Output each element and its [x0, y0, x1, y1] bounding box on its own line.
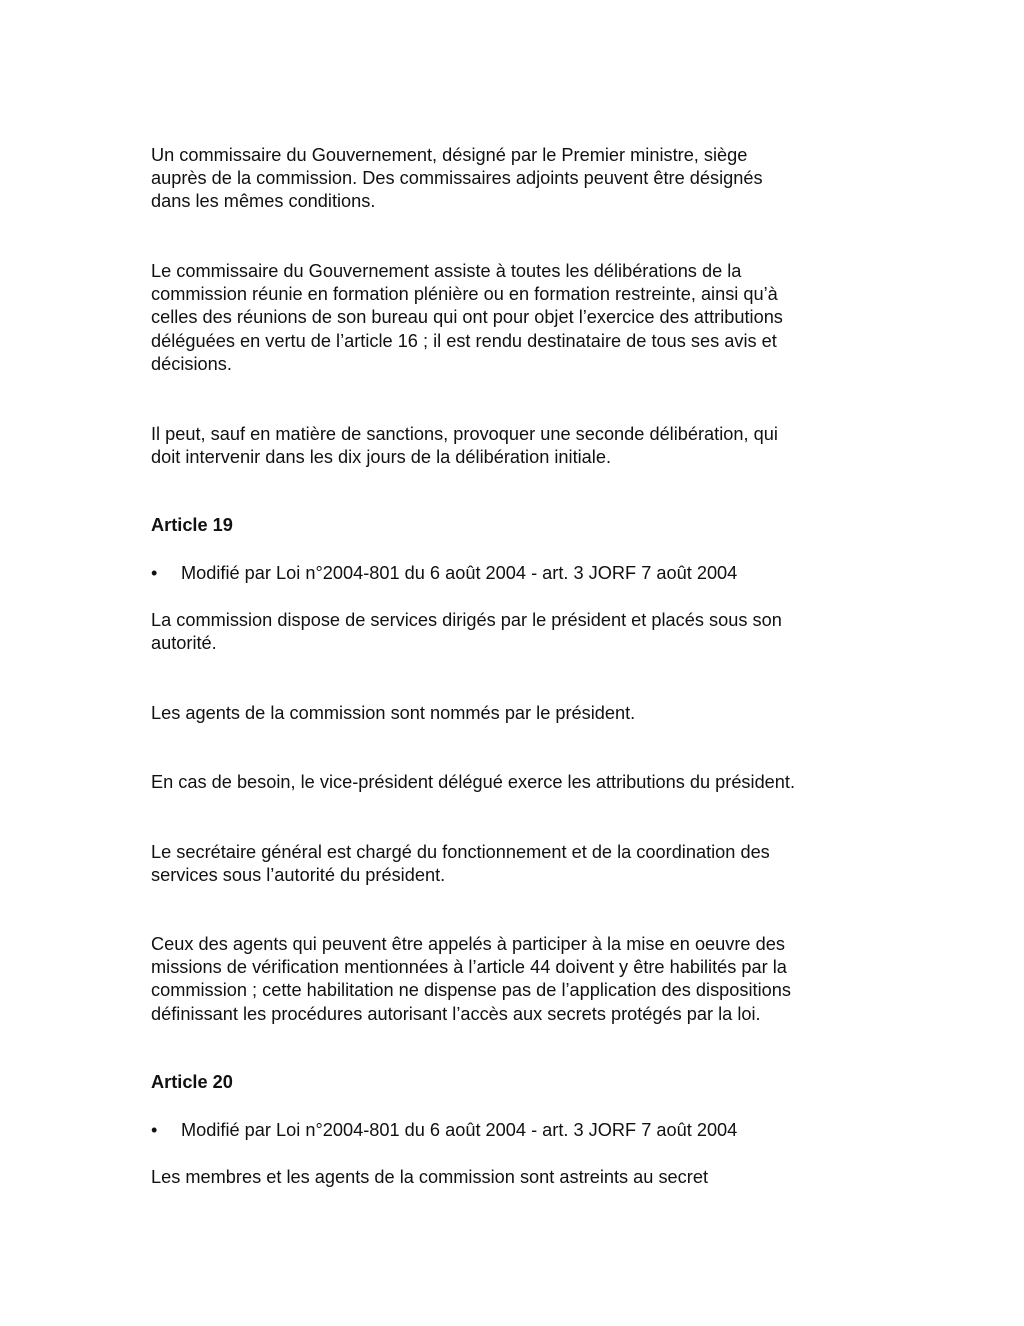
paragraph-assiste-deliberations	[151, 260, 871, 376]
text-line: déléguées en vertu de l’article 16 ; il est rendu destinataire de tous ses avis et	[151, 330, 777, 351]
text-line: Ceux des agents qui peuvent être appelés à participer à la mise en oeuvre des	[151, 934, 785, 954]
text-line: commission ; cette habilitation ne dispense pas de l’application des dispositions	[151, 980, 791, 1001]
text-line: autorité.	[151, 633, 217, 654]
text-line: définissant les procédures autorisant l’accès aux secrets protégés par la loi.	[151, 1003, 761, 1024]
paragraph-habilitation-agents	[151, 933, 871, 1026]
bullet-icon: •	[151, 1120, 158, 1140]
text-line: celles des réunions de son bureau qui ont pour objet l’exercice des attributions	[151, 307, 783, 328]
text-line: dans les mêmes conditions.	[151, 191, 376, 212]
article-19-heading: Article 19	[151, 515, 233, 535]
modification-text: Modifié par Loi n°2004-801 du 6 août 2004 - art. 3 JORF 7 août 2004	[181, 563, 738, 583]
paragraph-secretaire-general	[151, 841, 871, 887]
text-line: Le commissaire du Gouvernement assiste à toutes les délibérations de la	[151, 261, 742, 281]
text-line: auprès de la commission. Des commissaires adjoints peuvent être désignés	[151, 168, 763, 189]
text-line: Un commissaire du Gouvernement, désigné par le Premier ministre, siège	[151, 145, 748, 165]
text-line: missions de vérification mentionnées à l’article 44 doivent y être habilités par la	[151, 957, 787, 978]
paragraph-commissaire-gouvernement	[151, 144, 871, 214]
text-line: La commission dispose de services dirigés par le président et placés sous son	[151, 610, 782, 630]
bullet-icon: •	[151, 563, 158, 583]
text-line: Le secrétaire général est chargé du fonctionnement et de la coordination des	[151, 842, 770, 862]
text-line: commission réunie en formation plénière ou en formation restreinte, ainsi qu’à	[151, 284, 778, 305]
modification-text: Modifié par Loi n°2004-801 du 6 août 2004 - art. 3 JORF 7 août 2004	[181, 1120, 738, 1140]
paragraph-agents-nommes	[151, 702, 871, 725]
text-line: En cas de besoin, le vice-président délégué exerce les attributions du président.	[151, 772, 796, 792]
paragraph-vice-president	[151, 771, 871, 794]
text-line: services sous l’autorité du président.	[151, 865, 446, 886]
text-line: Les agents de la commission sont nommés par le président.	[151, 703, 636, 723]
article-19-modification-note	[151, 562, 871, 585]
article-20-modification-note	[151, 1119, 871, 1142]
paragraph-secret-professionnel	[151, 1166, 871, 1189]
text-line: décisions.	[151, 353, 232, 374]
text-line: Les membres et les agents de la commission sont astreints au secret	[151, 1167, 708, 1187]
article-20-heading: Article 20	[151, 1072, 233, 1092]
text-line: Il peut, sauf en matière de sanctions, provoquer une seconde délibération, qui	[151, 424, 778, 444]
paragraph-seconde-deliberation	[151, 423, 871, 469]
paragraph-services-commission	[151, 609, 871, 655]
text-line: doit intervenir dans les dix jours de la délibération initiale.	[151, 447, 611, 468]
